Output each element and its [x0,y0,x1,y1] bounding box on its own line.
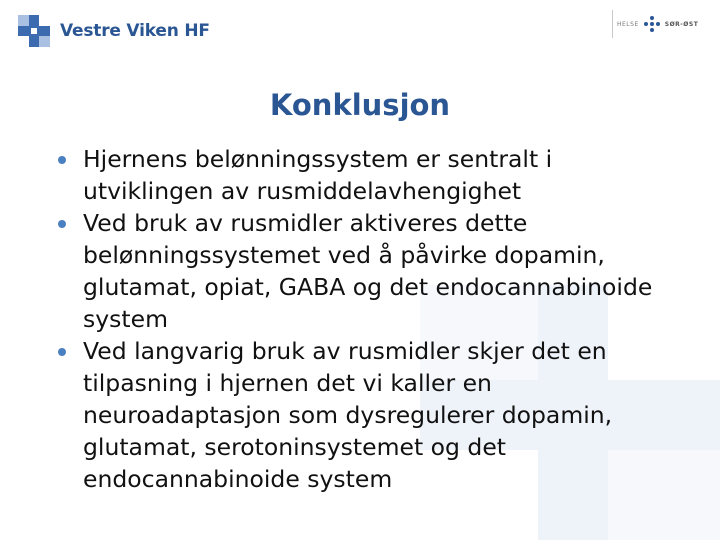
bullet-dot-icon [58,348,66,356]
dots-cross-icon [643,15,661,33]
helse-logo-left-text: HELSE [617,20,639,28]
vestre-viken-logo [18,14,210,48]
bullet-item [56,207,666,335]
bullet-dot-icon [58,220,66,228]
logo-text: Vestre Viken HF [60,21,210,41]
bullet-text: Ved langvarig bruk av rusmidler skjer det en tilpasning i hjernen det vi kaller en neuroadaptasjon som dysregulerer dopamin, glutamat, serotoninsystemet og det endocannabinoide system [83,337,613,493]
bullet-text: Ved bruk av rusmidler aktiveres dette belønningssystemet ved å påvirke dopamin, glutamat, opiat, GABA og det endocannabinoide system [83,209,653,333]
bullet-item [56,143,666,207]
bullet-item [56,335,666,495]
helse-sor-ost-logo [612,10,712,38]
vestre-viken-cross-icon [18,15,50,47]
bullet-dot-icon [58,156,66,164]
bullet-list [56,143,666,495]
bullet-text: Hjernens belønningssystem er sentralt i utviklingen av rusmiddelavhengighet [83,145,553,205]
slide-title: Konklusjon [269,88,451,122]
helse-logo-right-text: SØR-ØST [664,20,699,28]
